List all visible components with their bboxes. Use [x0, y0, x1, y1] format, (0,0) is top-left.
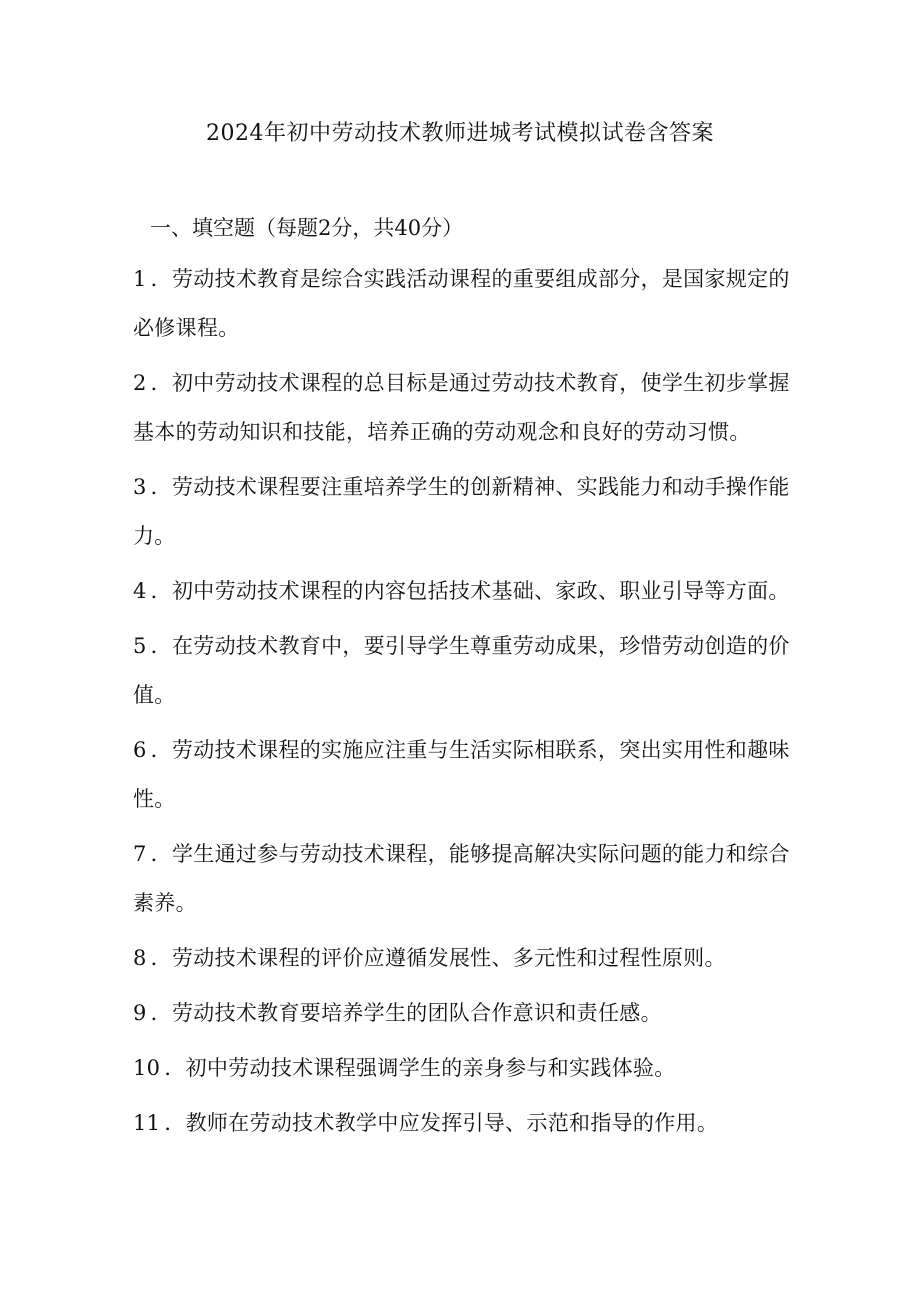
question-text: ．教师在劳动技术教学中应发挥引导、示范和指导的作用。 — [164, 1111, 719, 1135]
question-number: 9 — [133, 1001, 147, 1025]
question-number: 1 — [133, 267, 147, 291]
document-title: 2024年初中劳动技术教师进城考试模拟试卷含答案 — [206, 121, 714, 146]
question-text: ．初中劳动技术课程的总目标是通过劳动技术教育，使学生初步掌握基本的劳动知识和技能，培养正确的劳动观念和良好的劳动习惯。 — [133, 371, 790, 444]
question-text: ．劳动技术教育要培养学生的团队合作意识和责任感。 — [150, 1001, 662, 1025]
question-number: 2 — [133, 371, 147, 395]
question-number: 4 — [133, 579, 147, 603]
question-text: ．初中劳动技术课程的内容包括技术基础、家政、职业引导等方面。 — [150, 579, 790, 603]
question-item — [133, 726, 803, 824]
question-number: 8 — [133, 946, 147, 970]
section-heading: 一、填空题（每题2分，共40分） — [150, 216, 464, 240]
question-number: 6 — [133, 738, 147, 762]
question-item — [133, 934, 803, 983]
question-item — [133, 622, 803, 720]
question-number: 7 — [133, 842, 147, 866]
question-number: 10 — [133, 1056, 161, 1080]
question-text: ．劳动技术课程的实施应注重与生活实际相联系，突出实用性和趣味性。 — [133, 738, 790, 811]
question-item — [133, 255, 803, 353]
question-list — [133, 255, 803, 1154]
question-item — [133, 830, 803, 928]
question-number: 11 — [133, 1111, 161, 1135]
question-number: 5 — [133, 634, 147, 658]
question-item — [133, 359, 803, 457]
question-item — [133, 1099, 803, 1148]
question-text: ．劳动技术课程要注重培养学生的创新精神、实践能力和动手操作能力。 — [133, 475, 790, 548]
question-text: ．劳动技术教育是综合实践活动课程的重要组成部分，是国家规定的必修课程。 — [133, 267, 790, 340]
question-number: 3 — [133, 475, 147, 499]
question-item — [133, 567, 803, 616]
question-item — [133, 463, 803, 561]
question-item — [133, 1044, 803, 1093]
question-text: ．劳动技术课程的评价应遵循发展性、多元性和过程性原则。 — [150, 946, 726, 970]
question-item — [133, 989, 803, 1038]
question-text: ．初中劳动技术课程强调学生的亲身参与和实践体验。 — [164, 1056, 676, 1080]
question-text: ．学生通过参与劳动技术课程，能够提高解决实际问题的能力和综合素养。 — [133, 842, 790, 915]
question-text: ．在劳动技术教育中，要引导学生尊重劳动成果，珍惜劳动创造的价值。 — [133, 634, 790, 707]
